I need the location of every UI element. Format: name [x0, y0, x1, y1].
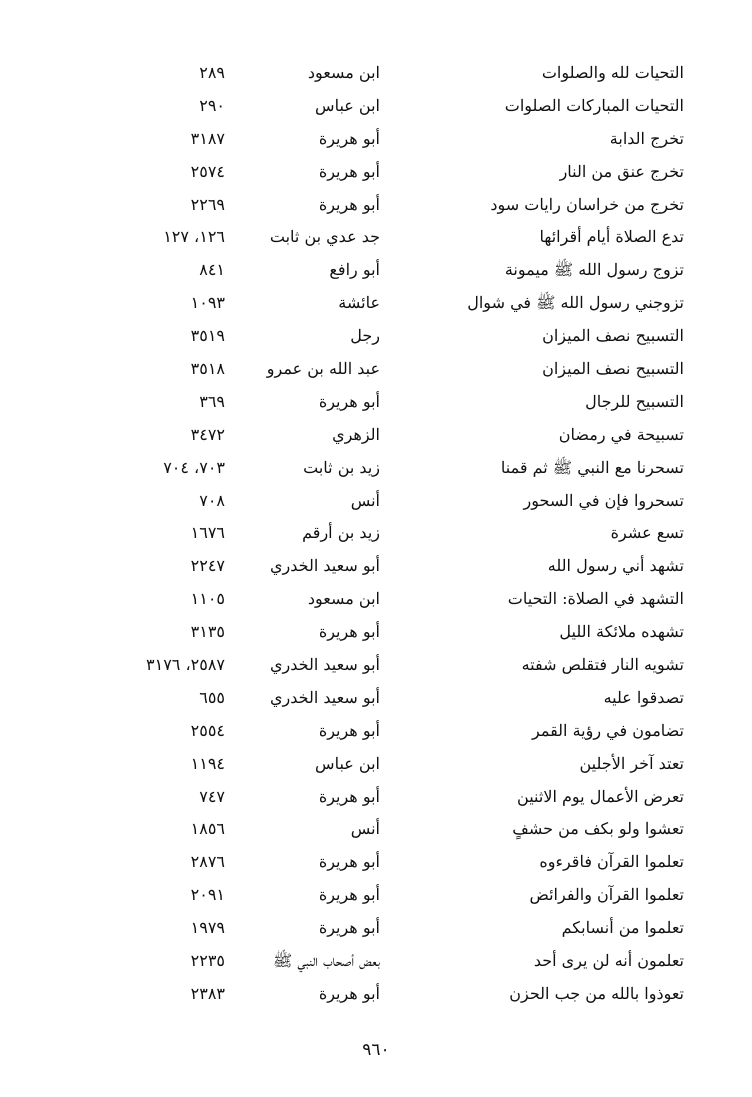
hadith-number: ١٦٧٦ — [190, 523, 225, 543]
index-row — [0, 583, 752, 616]
narrator-name: جد عدي بن ثابت — [269, 227, 380, 247]
index-row — [0, 452, 752, 485]
narrator-name: أبو هريرة — [318, 194, 380, 214]
hadith-number: ٢٢٦٩ — [190, 194, 225, 214]
hadith-text: التسبيح للرجال — [585, 391, 684, 411]
hadith-text: تصدقوا عليه — [603, 687, 684, 707]
hadith-text: تعوذوا بالله من جب الحزن — [509, 983, 684, 1003]
narrator-name: أنس — [350, 490, 380, 510]
index-row — [0, 419, 752, 452]
hadith-number: ٣١٣٥ — [190, 622, 225, 642]
hadith-number: ١١٩٤ — [190, 753, 225, 773]
hadith-number: ١٠٩٣ — [190, 293, 225, 313]
hadith-number: ٧٤٧ — [199, 786, 225, 806]
hadith-text: التحيات المباركات الصلوات — [504, 95, 684, 115]
index-row — [0, 189, 752, 222]
index-row — [0, 57, 752, 90]
narrator-name: أبو رافع — [329, 260, 380, 280]
narrator-name: ابن مسعود — [307, 63, 380, 82]
hadith-number: ٢٣٨٣ — [190, 983, 225, 1003]
narrator-name: أبو هريرة — [318, 918, 380, 938]
hadith-number: ٧٠٣، ٧٠٤ — [163, 457, 225, 477]
hadith-text: تعشوا ولو بكف من حشفٍ — [512, 819, 684, 839]
narrator-name: عائشة — [338, 293, 380, 313]
narrator-name: أبو هريرة — [318, 885, 380, 905]
hadith-text: تسبيحة في رمضان — [558, 424, 684, 444]
narrator-name: أنس — [350, 819, 380, 839]
index-row — [0, 123, 752, 156]
hadith-text: تخرج من خراسان رايات سود — [490, 194, 684, 214]
narrator-name: ابن مسعود — [307, 589, 380, 609]
hadith-text: تشهده ملائكة الليل — [559, 622, 684, 642]
hadith-text: تسحروا فإن في السحور — [523, 490, 684, 510]
narrator-name: أبو هريرة — [318, 128, 380, 148]
narrator-name: زيد بن أرقم — [302, 523, 380, 543]
hadith-number: ٢٠٩١ — [190, 885, 225, 905]
hadith-text: تعلموا من أنسابكم — [561, 918, 684, 938]
hadith-text: تضامون في رؤية القمر — [531, 720, 684, 740]
narrator-name: أبو هريرة — [318, 391, 380, 411]
narrator-name: عبد الله بن عمرو — [266, 359, 380, 379]
index-row — [0, 748, 752, 781]
hadith-text: التسبيح نصف الميزان — [542, 326, 684, 346]
hadith-text: تعلموا القرآن والفرائض — [529, 885, 684, 905]
index-row — [0, 386, 752, 419]
index-row — [0, 846, 752, 879]
hadith-text: تزوجني رسول الله ﷺ في شوال — [467, 293, 684, 313]
index-row — [0, 156, 752, 189]
hadith-number: ٣٥١٩ — [190, 326, 225, 346]
narrator-name: أبو هريرة — [318, 852, 380, 872]
index-row — [0, 90, 752, 123]
index-row — [0, 715, 752, 748]
index-row — [0, 682, 752, 715]
narrator-name: ابن عباس — [315, 753, 380, 773]
hadith-text: تسحرنا مع النبي ﷺ ثم قمنا — [500, 457, 684, 477]
hadith-number: ٢٩٠ — [199, 95, 225, 115]
narrator-name: أبو سعيد الخدري — [270, 556, 380, 576]
hadith-text: تزوج رسول الله ﷺ ميمونة — [504, 260, 684, 280]
narrator-name: زيد بن ثابت — [303, 457, 380, 477]
hadith-number: ٣٦٩ — [199, 391, 225, 411]
index-row — [0, 879, 752, 912]
index-row — [0, 287, 752, 320]
narrator-name: أبو سعيد الخدري — [270, 655, 380, 675]
hadith-text: تدع الصلاة أيام أقرائها — [539, 227, 684, 247]
narrator-name: أبو هريرة — [318, 161, 380, 181]
narrator-name: أبو هريرة — [318, 720, 380, 740]
narrator-name: بعض أصحاب النبي ﷺ — [272, 951, 380, 971]
narrator-name: رجل — [350, 326, 380, 346]
index-row — [0, 550, 752, 583]
hadith-text: تخرج الدابة — [609, 128, 684, 148]
index-row — [0, 517, 752, 550]
hadith-text: تخرج عنق من النار — [559, 161, 684, 181]
index-row — [0, 813, 752, 846]
hadith-number: ١٢٦، ١٢٧ — [163, 227, 225, 247]
hadith-text: تشهد أني رسول الله — [547, 556, 684, 576]
hadith-number: ٢٢٣٥ — [190, 951, 225, 971]
hadith-text: التشهد في الصلاة: التحيات — [507, 589, 684, 609]
hadith-text: تعرض الأعمال يوم الاثنين — [517, 786, 684, 806]
hadith-number: ٢٨٩ — [199, 63, 225, 82]
hadith-number: ٣٥١٨ — [190, 359, 225, 379]
index-row — [0, 320, 752, 353]
narrator-name: الزهري — [332, 424, 380, 444]
hadith-number: ١٩٧٩ — [190, 918, 225, 938]
hadith-text: تعلمون أنه لن يرى أحد — [533, 951, 684, 971]
hadith-text: تعلموا القرآن فاقرءوه — [539, 852, 684, 872]
hadith-number: ٨٤١ — [199, 260, 225, 280]
index-row — [0, 781, 752, 814]
hadith-text: التسبيح نصف الميزان — [542, 359, 684, 379]
hadith-number: ٦٥٥ — [199, 687, 225, 707]
index-row — [0, 485, 752, 518]
hadith-text: التحيات لله والصلوات — [541, 63, 684, 82]
hadith-number: ٧٠٨ — [199, 490, 225, 510]
index-row — [0, 649, 752, 682]
narrator-name: أبو هريرة — [318, 786, 380, 806]
hadith-text: تشويه النار فتقلص شفته — [521, 655, 684, 675]
index-row — [0, 254, 752, 287]
page-number: ٩٦٠ — [362, 1040, 390, 1060]
hadith-number: ٢٥٧٤ — [190, 161, 225, 181]
hadith-number: ٢٥٥٤ — [190, 720, 225, 740]
hadith-number: ٢٨٧٦ — [190, 852, 225, 872]
hadith-text: تعتد آخر الأجلين — [579, 753, 684, 773]
narrator-name: ابن عباس — [315, 95, 380, 115]
index-row — [0, 353, 752, 386]
hadith-number: ٣١٨٧ — [190, 128, 225, 148]
narrator-name: أبو سعيد الخدري — [270, 687, 380, 707]
hadith-number: ١٨٥٦ — [190, 819, 225, 839]
hadith-number: ٢٢٤٧ — [190, 556, 225, 576]
hadith-index-table — [0, 57, 752, 1011]
hadith-number: ٢٥٨٧، ٣١٧٦ — [146, 655, 225, 675]
hadith-number: ٣٤٧٢ — [190, 424, 225, 444]
index-row — [0, 945, 752, 978]
index-row — [0, 616, 752, 649]
index-row — [0, 221, 752, 254]
index-row — [0, 978, 752, 1011]
index-row — [0, 912, 752, 945]
hadith-number: ١١٠٥ — [190, 589, 225, 609]
narrator-name: أبو هريرة — [318, 983, 380, 1003]
narrator-name: أبو هريرة — [318, 622, 380, 642]
hadith-text: تسع عشرة — [610, 523, 684, 543]
